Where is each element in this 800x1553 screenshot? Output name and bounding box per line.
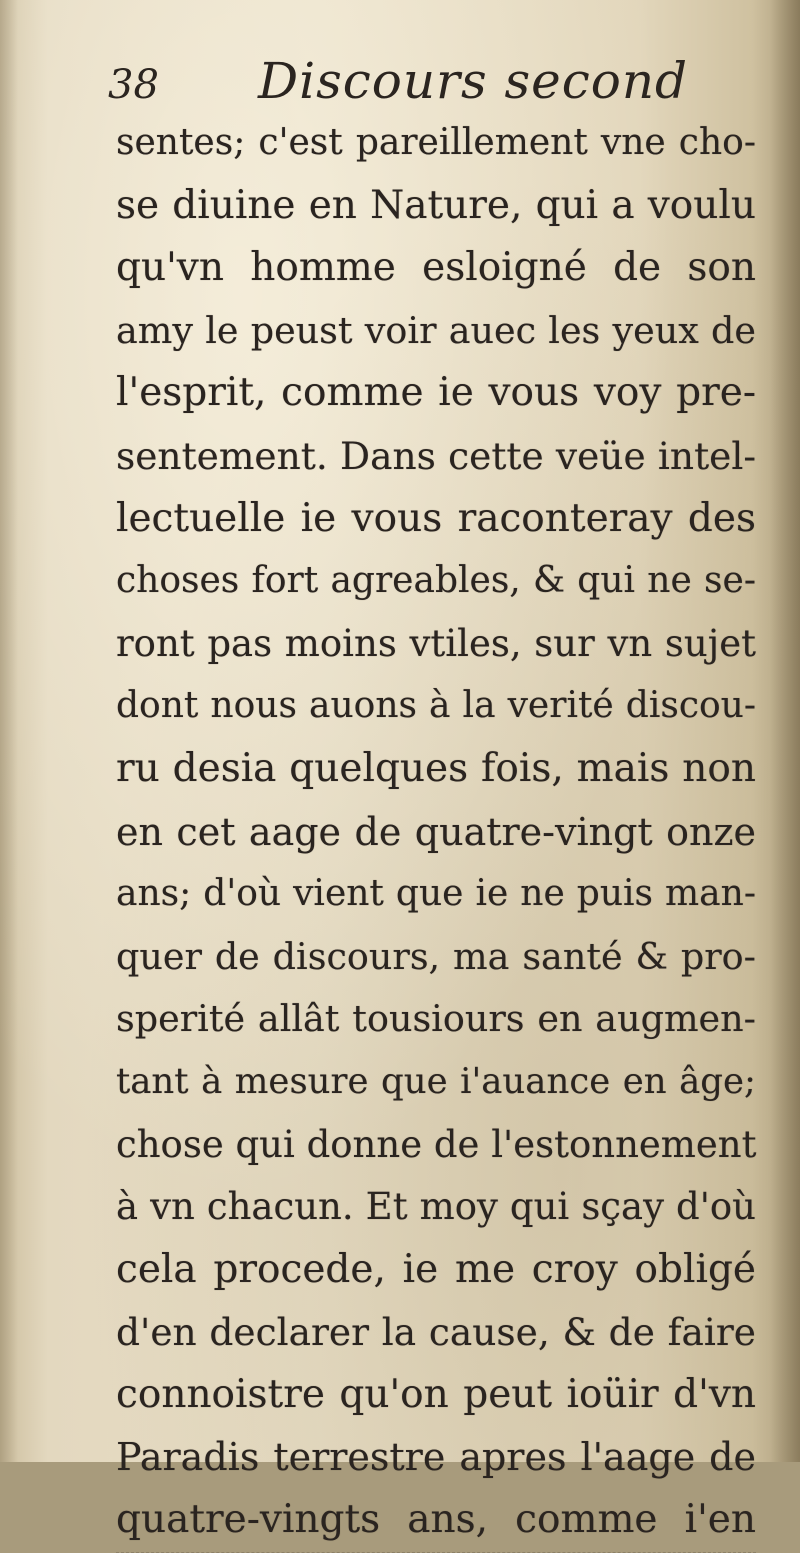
text-line: ru desia quelques fois, mais non [116, 745, 756, 791]
text-line: sentes; c'est pareillement vne cho- [116, 122, 756, 163]
text-line: ront pas moins vtiles, sur vn sujet [116, 621, 756, 665]
text-line: cela procede, ie me croy obligé [116, 1246, 756, 1292]
text-line: lectuelle ie vous raconteray des [116, 495, 756, 541]
text-line: chose qui donne de l'estonnement [116, 1122, 757, 1166]
text-line: d'en declarer la cause, & de faire [116, 1310, 756, 1355]
page-gutter-shadow [770, 0, 800, 1462]
page-header [108, 52, 748, 112]
text-line: quatre-vingts ans, comme i'en [116, 1489, 756, 1553]
text-line: qu'vn homme esloigné de son [116, 245, 756, 291]
text-line: tant à mesure que i'auance en âge; [116, 1060, 756, 1102]
page-number: 38 [108, 62, 159, 108]
text-line: sperité allât tousiours en augmen- [116, 997, 756, 1041]
text-line: sentement. Dans cette veüe intel- [116, 433, 756, 478]
text-line: dont nous auons à la verité discou- [116, 685, 756, 727]
text-line: quer de discours, ma santé & pro- [116, 934, 756, 978]
text-line: amy le peust voir auec les yeux de [116, 308, 756, 352]
text-line: se diuine en Nature, qui a voulu [116, 182, 756, 228]
running-title: Discours second [258, 52, 689, 110]
text-line: en cet aage de quatre-vingt onze [116, 809, 756, 854]
text-line: l'esprit, comme ie vous voy pre- [116, 370, 756, 416]
text-line: Paradis terrestre apres l'aage de [116, 1435, 756, 1480]
text-line: à vn chacun. Et moy qui sçay d'où [116, 1185, 756, 1229]
text-line: ans; d'où vient que ie ne puis man- [116, 873, 756, 915]
text-line: connoistre qu'on peut ioüir d'vn [116, 1371, 756, 1417]
text-line: choses fort agreables, & qui ne se- [116, 560, 756, 602]
body-text [116, 112, 756, 1553]
page-left-edge [0, 0, 18, 1462]
